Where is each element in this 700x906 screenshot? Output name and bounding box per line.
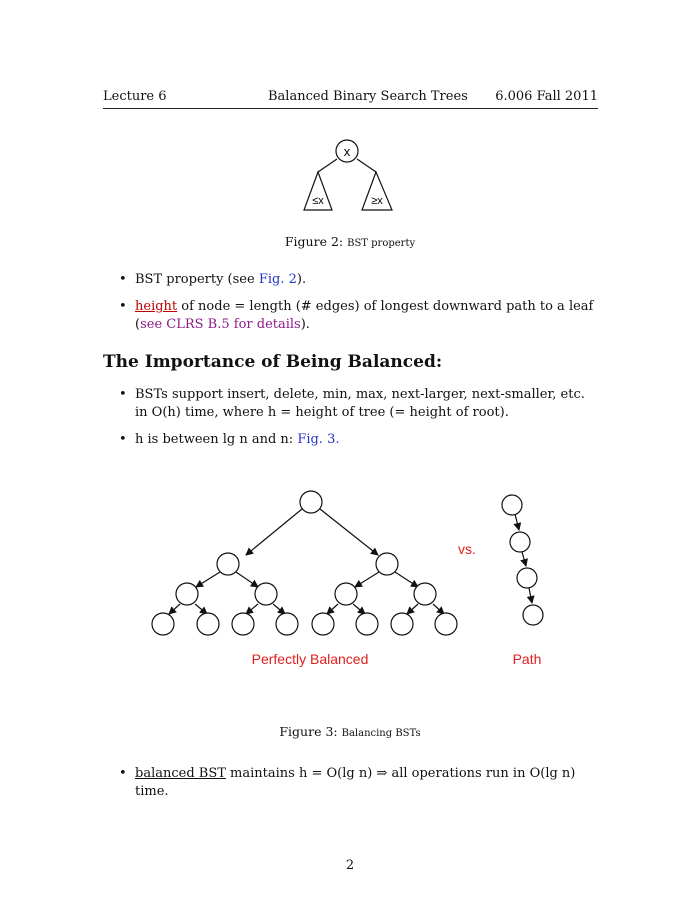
bullet-text-post: ). [296,272,307,287]
tree-node [276,613,298,635]
bst-property-tree [304,140,392,210]
balanced-tree [169,509,444,614]
tree-node [391,613,413,635]
tree-node [356,613,378,635]
fig-2-link[interactable]: Fig. 2 [258,272,297,287]
height-link[interactable]: height [135,299,178,314]
clrs-link[interactable]: see CLRS B.5 for details [140,317,301,332]
tree-node [335,583,357,605]
balanced-bst-term: balanced BST [135,766,226,781]
tree-edge [246,604,258,614]
bullet-dot: • [119,272,127,287]
edge-right [357,159,376,172]
tree-node [255,583,277,605]
path-tree [515,514,532,603]
path-tree-nodes [502,495,543,625]
root-node-label: x [343,144,351,159]
tree-node [300,491,322,513]
bullet-dot: • [119,766,127,781]
tree-node [414,583,436,605]
tree-node [312,613,334,635]
bullet-text-pre: h is between lg n and n: [135,432,298,447]
edge-left [318,159,337,172]
bullet-text [135,765,599,801]
tree-edge [515,514,519,530]
tree-node [376,553,398,575]
page-number: 2 [345,858,355,873]
bullet-dot: • [119,432,127,447]
tree-edge [273,604,285,614]
bullet-text-pre: BST property (see [135,272,259,287]
bullet-text [135,431,599,449]
tree-edge [433,604,444,614]
tree-edge [327,604,338,614]
bullet-text: BSTs support insert, delete, min, max, next-larger, next-smaller, etc. in O(h) time, where h = height of tree (= height of root). [135,387,585,420]
section-title: The Importance of Being Balanced: [103,352,443,372]
tree-node [176,583,198,605]
right-subtree-label: ≥x [371,195,383,207]
bullet-dot: • [119,299,127,314]
tree-edge [195,604,207,614]
tree-node [523,605,543,625]
bullet-dot: • [119,387,127,402]
bullet-text-mid: of node = length (# edges) of longest downward path to a leaf ( [135,299,594,332]
tree-node [502,495,522,515]
figure-3-caption-prefix: Figure 3: [279,724,338,739]
figure-2-caption-prefix: Figure 2: [284,234,344,249]
tree-node [197,613,219,635]
tree-edge [395,572,418,587]
vs-label: vs. [458,541,476,557]
tree-edge [353,604,365,614]
fig-3-link[interactable]: Fig. 3. [297,432,340,447]
tree-edge [246,509,302,555]
bullet-text-rest: maintains h = O(lg n) ⇒ all operations run in O(lg n) time. [135,766,576,799]
tree-edge [196,572,220,587]
left-subtree-label: ≤x [312,195,324,207]
tree-node [152,613,174,635]
figure-3-caption [0,724,700,739]
tree-node [517,568,537,588]
tree-edge [355,572,379,587]
tree-edge [320,509,378,555]
tree-node [217,553,239,575]
path-label: Path [512,651,542,667]
tree-edge [522,552,526,566]
figure-2-caption [0,234,700,249]
figure-2-caption-text: BST property [347,238,416,249]
bullet-text [135,271,599,289]
tree-node [510,532,530,552]
bullet-text [135,298,599,334]
balanced-tree-nodes [152,491,457,635]
header-lecture: Lecture 6 [103,89,167,104]
tree-node [435,613,457,635]
tree-node [232,613,254,635]
tree-edge [169,604,180,614]
tree-edge [407,604,418,614]
bullet-text-post: ). [300,317,310,332]
header-course: 6.006 Fall 2011 [495,89,598,104]
tree-edge [236,572,258,587]
tree-edge [529,588,532,603]
figure-3-caption-text: Balancing BSTs [341,728,421,739]
header-title: Balanced Binary Search Trees [268,89,468,104]
balanced-label: Perfectly Balanced [251,651,369,667]
